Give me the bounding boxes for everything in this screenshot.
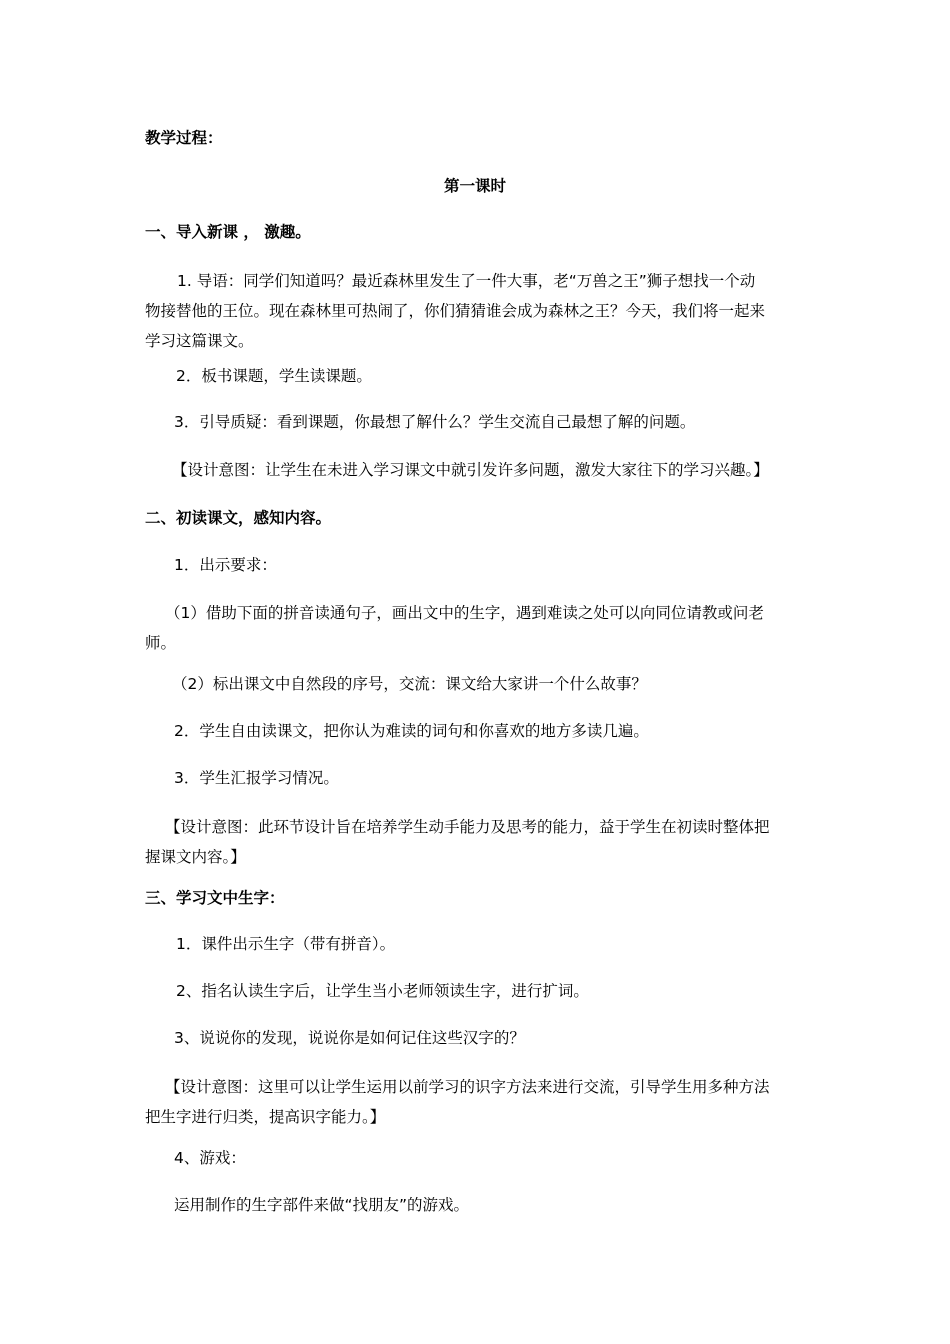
paragraph-line: 师。 [145,634,177,652]
section-1-design-intent: 【设计意图：让学生在未进入学习课文中就引发许多问题，激发大家往下的学习兴趣。】 [172,461,769,479]
section-3-paragraph-1: 1．课件出示生字（带有拼音）。 [176,935,396,953]
section-2-paragraph-3: 3．学生汇报学习情况。 [174,769,339,787]
paragraph-line: 物接替他的王位。现在森林里可热闹了，你们猜猜谁会成为森林之王？今天，我们将一起来 [145,302,766,320]
section-1-paragraph-2: 2．板书课题，学生读课题。 [176,367,372,385]
section-2-design-intent [145,812,810,872]
section-3-paragraph-2: 2、指名认读生字后，让学生当小老师领读生字，进行扩词。 [176,982,589,1000]
section-2-requirement-1 [145,598,810,658]
paragraph-line: 学习这篇课文。 [145,332,254,350]
section-1-title: 一、导入新课 ， 激趣。 [145,223,311,241]
section-1-paragraph-1 [145,266,810,356]
lesson-title: 第一课时 [443,177,506,195]
section-1-paragraph-3: 3．引导质疑：看到课题，你最想了解什么？学生交流自己最想了解的问题。 [174,413,696,431]
section-3-paragraph-3: 3、说说你的发现，说说你是如何记住这些汉字的？ [174,1029,525,1047]
paragraph-line: 1. 导语：同学们知道吗？最近森林里发生了一件大事，老“万兽之王”狮子想找一个动 [177,272,756,290]
paragraph-line: 【设计意图：此环节设计旨在培养学生动手能力及思考的能力，益于学生在初读时整体把 [165,818,770,836]
section-3-title: 三、学习文中生字： [145,889,285,907]
section-3-design-intent [145,1072,810,1132]
section-2-requirement-2: （2）标出课文中自然段的序号，交流：课文给大家讲一个什么故事？ [172,675,647,693]
heading: 教学过程： [145,129,223,147]
section-2-paragraph-2: 2．学生自由读课文，把你认为难读的词句和你喜欢的地方多读几遍。 [174,722,649,740]
section-3-paragraph-4: 4、游戏： [174,1149,246,1167]
paragraph-line: 握课文内容。】 [145,848,246,866]
paragraph-line: 【设计意图：这里可以让学生运用以前学习的识字方法来进行交流，引导学生用多种方法 [165,1078,770,1096]
section-3-game-description: 运用制作的生字部件来做“找朋友”的游戏。 [174,1196,470,1214]
paragraph-line: （1）借助下面的拼音读通句子，画出文中的生字，遇到难读之处可以向同位请教或问老 [165,604,764,622]
paragraph-line: 把生字进行归类，提高识字能力。】 [145,1108,386,1126]
section-2-paragraph-1: 1．出示要求： [174,556,277,574]
section-2-title: 二、初读课文，感知内容。 [145,509,332,527]
